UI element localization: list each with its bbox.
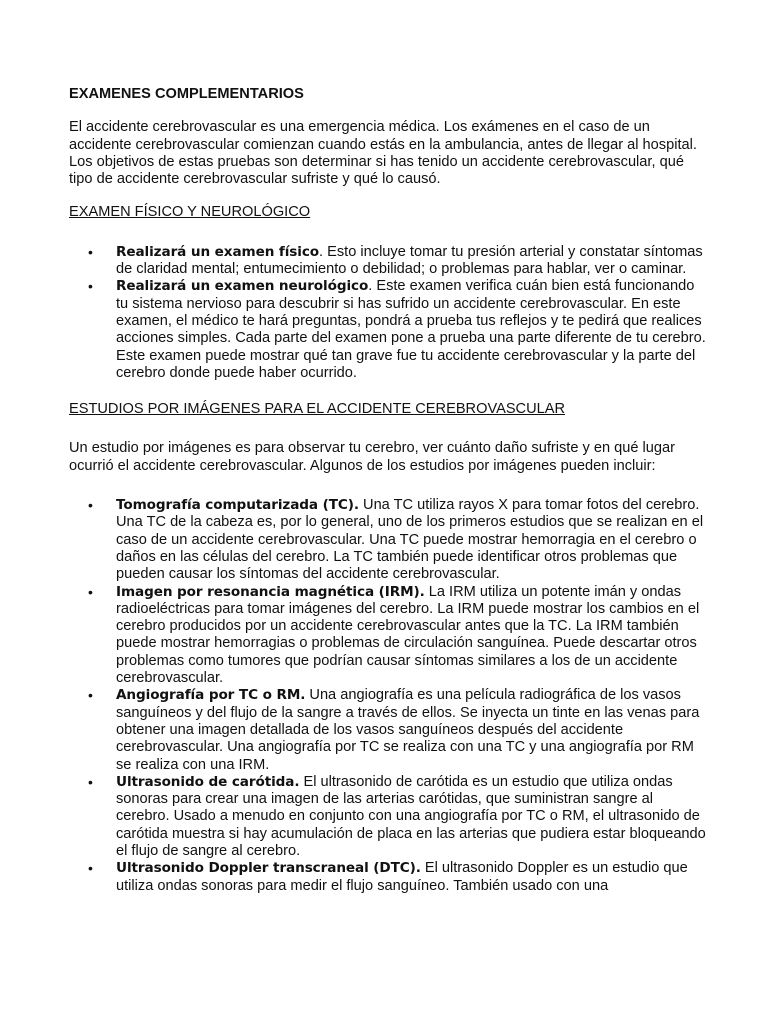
bullet-icon: • [88,497,93,514]
list-item-term: Tomografía computarizada (TC). [116,497,359,514]
list-item-term: Ultrasonido Doppler transcraneal (DTC). [116,860,421,877]
list-item-term: Angiografía por TC o RM. [116,687,306,704]
section-heading-imaging: ESTUDIOS POR IMÁGENES PARA EL ACCIDENTE CEREBROVASCULAR [69,401,566,418]
list-item [69,244,709,279]
section-heading-physical-neuro: EXAMEN FÍSICO Y NEUROLÓGICO [69,204,311,221]
list-item-text: . Esto incluye tomar tu presión arterial y constatar síntomas de claridad mental; entumecimiento o debilidad; o problemas para hablar, ver o caminar. [116,243,703,278]
list-item [69,278,709,382]
list-item [69,860,709,895]
bullet-icon: • [88,860,93,877]
list-item-term: Ultrasonido de carótida. [116,773,300,790]
list-item-term: Realizará un examen neurológico [116,278,369,295]
bullet-icon: • [88,243,93,260]
physical-neuro-list [69,244,709,382]
list-item-term: Realizará un examen físico [116,243,320,260]
bullet-icon: • [88,773,93,790]
list-item-text: Una TC utiliza rayos X para tomar fotos del cerebro. Una TC de la cabeza es, por lo general, uno de los primeros estudios que se realizan en el caso de un accidente cerebrovascular. Una TC puede mostrar hemorragia en el cerebro o daños en las células del cerebro. La TC también puede identificar otros problemas que pueden causar los síntomas del accidente cerebrovascular. [116,497,704,583]
list-item [69,774,709,860]
bullet-icon: • [88,687,93,704]
imaging-list [69,497,709,895]
bullet-icon: • [88,278,93,295]
intro-paragraph: El accidente cerebrovascular es una emergencia médica. Los exámenes en el caso de un accidente cerebrovascular comienzan cuando estás en la ambulancia, antes de llegar al hospital. Los objetivos de estas pruebas son determinar si has tenido un accidente cerebrovascular, qué tipo de accidente cerebrovascular sufriste y qué lo causó. [69,119,697,188]
list-item-term: Imagen por resonancia magnética (IRM). [116,583,425,600]
document-title: EXAMENES COMPLEMENTARIOS [69,86,304,102]
list-item-text: El ultrasonido de carótida es un estudio que utiliza ondas sonoras para crear una imagen de las arterias carótidas, que suministran sangre al cerebro. Usado a menudo en conjunto con una angiografía por TC o RM, el ultrasonido de carótida muestra si hay acumulación de placa en las arterias que pudiera estar bloqueando el flujo de sangre al cerebro. [116,773,706,859]
bullet-icon: • [88,583,93,600]
list-item-text: La IRM utiliza un potente imán y ondas radioeléctricas para tomar imágenes del cerebro. La IRM puede mostrar los cambios en el cerebro producidos por un accidente cerebrovascular antes que la TC. La IRM también puede mostrar hemorragias o problemas de circulación sanguínea. Puede descartar otros problemas como tumores que podrían causar síntomas similares a los de un accidente cerebrovascular. [116,583,700,687]
list-item [69,497,709,583]
document-page [69,86,709,914]
list-item-text: El ultrasonido Doppler es un estudio que utiliza ondas sonoras para medir el flujo sanguíneo. También usado con una [116,860,688,894]
list-item-text: . Este examen verifica cuán bien está funcionando tu sistema nervioso para descubrir si has sufrido un accidente cerebrovascular. En este examen, el médico te hará preguntas, pondrá a prueba tus reflejos y te pedirá que realices acciones simples. Cada parte del examen pone a prueba una parte diferente de tu cerebro. Este examen puede mostrar qué tan grave fue tu accidente cerebrovascular y la parte del cerebro donde puede haber ocurrido. [116,278,706,381]
list-item-text: Una angiografía es una película radiográfica de los vasos sanguíneos y del flujo de la sangre a través de ellos. Se inyecta un tinte en las venas para obtener una imagen detallada de los vasos sanguíneos después del accidente cerebrovascular. Una angiografía por TC se realiza con una TC y una angiografía por RM se realiza con una IRM. [116,687,700,773]
list-item [69,584,709,688]
list-item [69,687,709,773]
imaging-intro-paragraph: Un estudio por imágenes es para observar tu cerebro, ver cuánto daño sufriste y en qué lugar ocurrió el accidente cerebrovascular. Algunos de los estudios por imágenes pueden incluir: [69,440,675,474]
